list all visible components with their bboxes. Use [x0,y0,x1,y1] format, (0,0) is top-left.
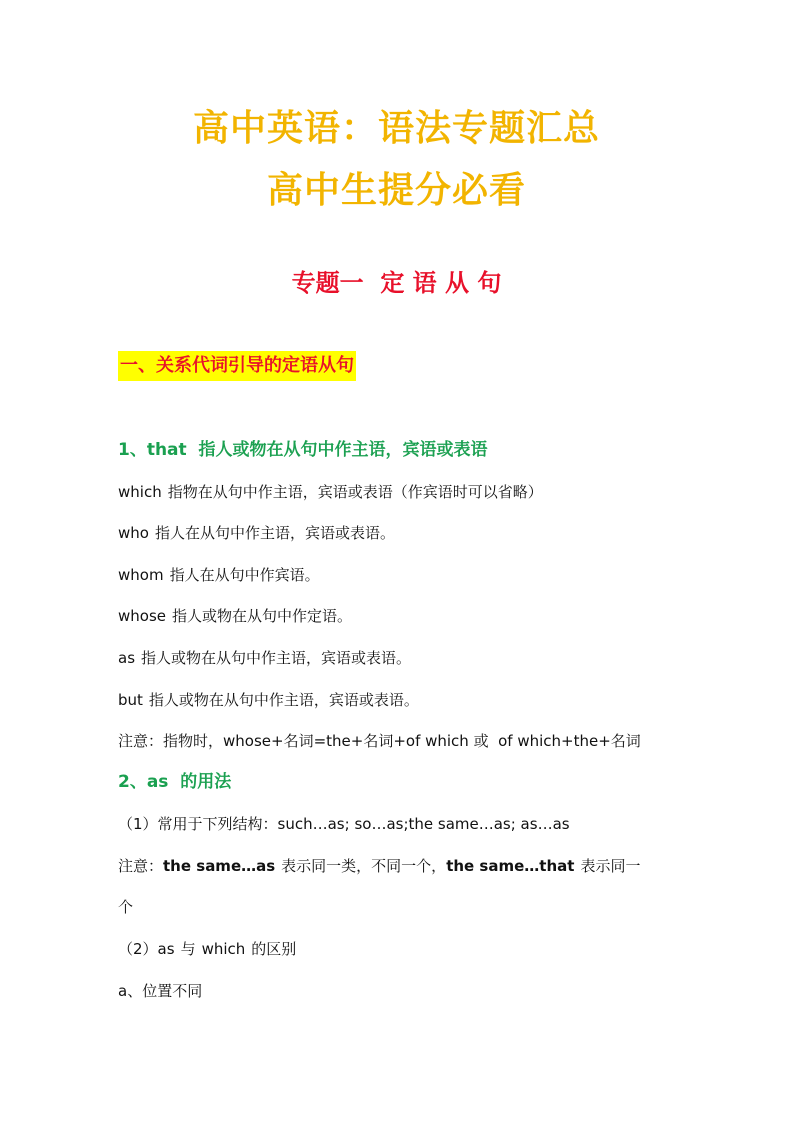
item-position: a、位置不同 [118,982,203,1000]
line-whose [118,604,352,628]
line-which [118,480,543,504]
document-title-line2: 高中生提分必看 [266,169,526,211]
subheading-that: 1、that 指人或物在从句中作主语，宾语或表语 [118,440,488,460]
desc-which: 指物在从句中作主语，宾语或表语（作宾语时可以省略） [167,483,543,501]
desc-but: 指人或物在从句中作主语，宾语或表语。 [148,691,419,709]
term-whose: whose [118,607,166,625]
note-tail: 表示同一 [580,857,641,875]
note-the-same [118,854,640,878]
desc-who: 指人在从句中作主语，宾语或表语。 [154,524,395,542]
term-as: as [118,649,136,667]
term-whom: whom [118,566,164,584]
item2-word: which [201,940,246,958]
line-who [118,521,395,545]
item2-prefix: （2）as [118,940,175,958]
subheading-as-usage: 2、as 的用法 [118,772,232,792]
section-heading-1: 一、关系代词引导的定语从句 [118,351,356,381]
line-as [118,646,411,670]
item-as-vs-which [118,937,296,961]
note-bold-same-that: the same…that [446,857,575,875]
note-bold-same-as: the same…as [163,857,276,875]
term-who: who [118,524,149,542]
note-wrap: 个 [118,898,134,916]
topic-heading: 专题一 定 语 从 句 [291,268,502,297]
desc-whom: 指人在从句中作宾语。 [169,566,320,584]
line-whom [118,563,320,587]
note-prefix: 注意： [118,857,164,875]
line-but [118,688,419,712]
note-mid: 表示同一类，不同一个， [281,857,447,875]
desc-whose: 指人或物在从句中作定语。 [172,607,353,625]
document-title-line1: 高中英语：语法专题汇总 [192,107,600,149]
note-whose: 注意：指物时，whose+名词=the+名词+of which 或 of which+the+名词 [118,732,641,750]
item2-mid2: 的区别 [251,940,297,958]
term-which: which [118,483,162,501]
item-structures: （1）常用于下列结构：such…as; so…as;the same…as; as…as [118,815,570,833]
term-but: but [118,691,143,709]
desc-as: 指人或物在从句中作主语，宾语或表语。 [141,649,412,667]
item2-mid1: 与 [180,940,196,958]
